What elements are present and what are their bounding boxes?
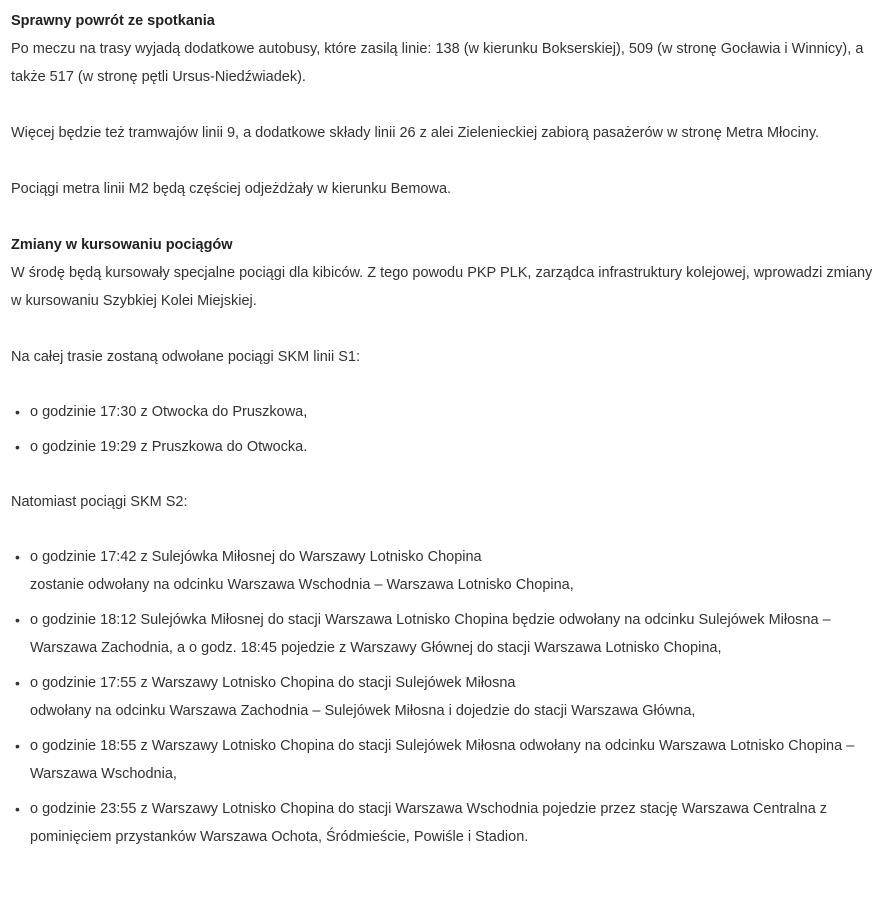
bullet-icon: • [15, 675, 20, 691]
s2-changes-list [11, 543, 877, 851]
paragraph-s2-intro: Natomiast pociągi SKM S2: [11, 494, 188, 510]
list-item-text: o godzinie 17:30 z Otwocka do Pruszkowa, [30, 404, 308, 420]
paragraph-trams: Więcej będzie też tramwajów linii 9, a dodatkowe składy linii 26 z alei Zielenieckiej zabiorą pasażerów w stronę Metra Młociny. [11, 125, 820, 141]
list-item-text: o godzinie 18:12 Sulejówka Miłosnej do stacji Warszawa Lotnisko Chopina będzie odwołany na odcinku Sulejówek Miłosna – Warszawa Zachodnia, a o godz. 18:45 pojedzie z Warszawy Głównej do stacji Warszawa Lotnisko Chopina, [30, 612, 831, 656]
paragraph-metro: Pociągi metra linii M2 będą częściej odjeżdżały w kierunku Bemowa. [11, 181, 452, 197]
list-item [11, 669, 877, 725]
list-item-text: o godzinie 18:55 z Warszawy Lotnisko Chopina do stacji Sulejówek Miłosna odwołany na odcinku Warszawa Lotnisko Chopina – Warszawa Wschodnia, [30, 738, 855, 782]
list-item [11, 398, 877, 426]
list-item-text-continued: zostanie odwołany na odcinku Warszawa Wschodnia – Warszawa Lotnisko Chopina, [30, 577, 574, 593]
paragraph-s1-intro: Na całej trasie zostaną odwołane pociągi SKM linii S1: [11, 349, 360, 365]
list-item [11, 543, 877, 599]
bullet-icon: • [15, 612, 20, 628]
bullet-icon: • [15, 439, 20, 455]
list-item [11, 732, 877, 788]
bullet-icon: • [15, 738, 20, 754]
bullet-icon: • [15, 549, 20, 565]
paragraph-train-intro: W środę będą kursowały specjalne pociągi dla kibiców. Z tego powodu PKP PLK, zarządca infrastruktury kolejowej, wprowadzi zmiany w kursowaniu Szybkiej Kolei Miejskiej. [11, 265, 873, 309]
list-item [11, 795, 877, 851]
s1-cancellation-list [11, 398, 877, 461]
list-item-text: o godzinie 23:55 z Warszawy Lotnisko Chopina do stacji Warszawa Wschodnia pojedzie przez stację Warszawa Centralna z pominięciem przystanków Warszawa Ochota, Śródmieście, Powiśle i Stadion. [30, 801, 828, 845]
list-item-text: o godzinie 19:29 z Pruszkowa do Otwocka. [30, 439, 308, 455]
list-item [11, 433, 877, 461]
list-item-text-continued: odwołany na odcinku Warszawa Zachodnia – Sulejówek Miłosna i dojedzie do stacji Warszawa Główna, [30, 703, 696, 719]
heading-zmiany-kursowanie: Zmiany w kursowaniu pociągów [11, 237, 233, 253]
list-item [11, 606, 877, 662]
list-item-text: o godzinie 17:55 z Warszawy Lotnisko Chopina do stacji Sulejówek Miłosna [30, 675, 516, 691]
bullet-icon: • [15, 801, 20, 817]
list-item-text: o godzinie 17:42 z Sulejówka Miłosnej do Warszawy Lotnisko Chopina [30, 549, 482, 565]
heading-sprawny-powrot: Sprawny powrót ze spotkania [11, 13, 215, 29]
paragraph-buses: Po meczu na trasy wyjadą dodatkowe autobusy, które zasilą linie: 138 (w kierunku Bokserskiej), 509 (w stronę Gocławia i Winnicy), a także 517 (w stronę pętli Ursus-Niedźwiadek). [11, 41, 864, 85]
bullet-icon: • [15, 404, 20, 420]
